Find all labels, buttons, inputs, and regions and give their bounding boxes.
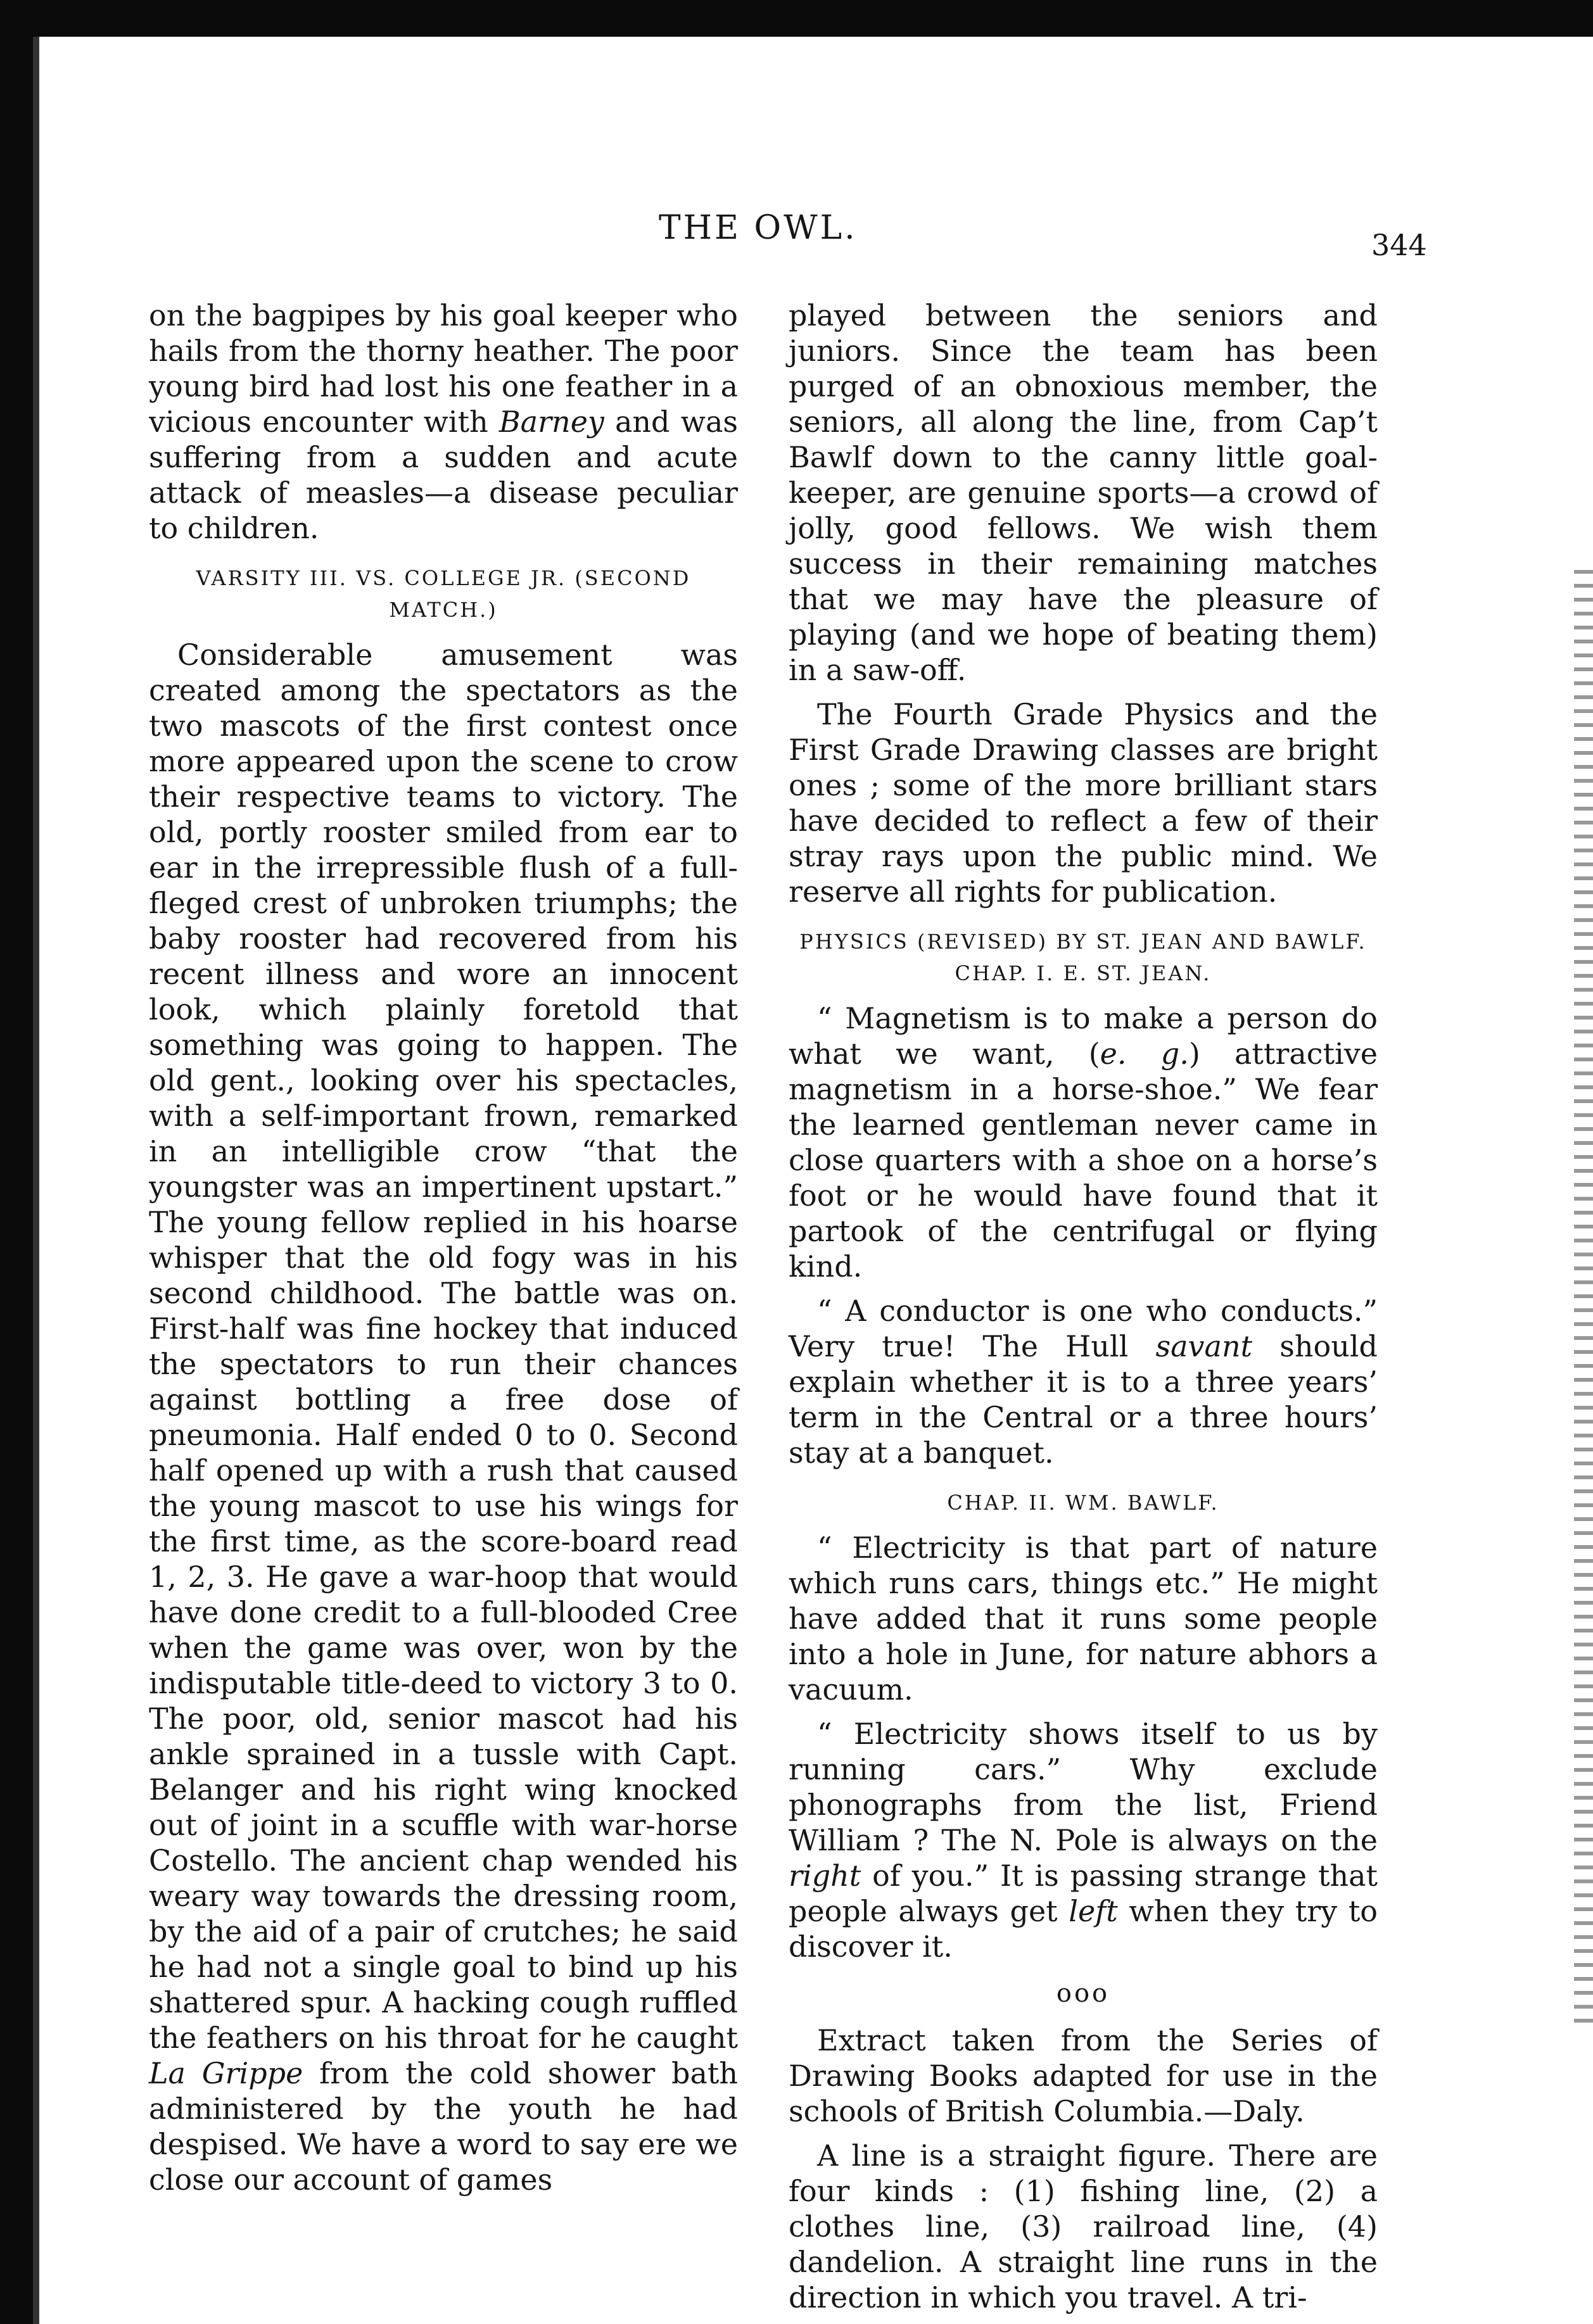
scan-binding-edge bbox=[0, 37, 33, 2324]
right-column bbox=[789, 298, 1378, 2324]
paragraph: Considerable amusement was created among the spectators as the two mascots of the first contest once more appeared upon the scene to crow their respective teams to victory. The old, portly rooster smiled from ear to ear in the irrepressible flush of a full-fleged crest of unbroken triumphs; the baby rooster had recovered from his recent illness and wore an innocent look, which plainly foretold that something was going to happen. The old gent., looking over his spectacles, with a self-important frown, remarked in an intelligible crow “that the youngster was an impertinent upstart.” The young fellow replied in his hoarse whisper that the old fogy was in his second childhood. The battle was on. First-half was fine hockey that induced the spectators to run their chances against bottling a free dose of pneumonia. Half ended 0 to 0. Second half opened up with a rush that caused the young mascot to use his wings for the first time, as the score-board read 1, 2, 3. He gave a war-hoop that would have done credit to a full-blooded Cree when the game was over, won by the indisputable title-deed to victory 3 to 0. The poor, old, senior mascot had his ankle sprained in a tussle with Capt. Belanger and his right wing knocked out of joint in a scuffle with war-horse Costello. The ancient chap wended his weary way towards the dressing room, by the aid of a pair of crutches; he said he had not a single goal to bind up his shattered spur. A hacking cough ruffled the feathers on his throat for he caught La Grippe from the cold shower bath administered by the youth he had despised. We have a word to say ere we close our account of games bbox=[149, 638, 739, 2197]
paragraph: “ Electricity is that part of nature which runs cars, things etc.” He might have added that it runs some people into a hole in June, for nature abhors a vacuum. bbox=[789, 1531, 1378, 1707]
section-heading: VARSITY III. VS. COLLEGE JR. (SECOND MATCH.) bbox=[196, 566, 691, 622]
paragraph: The Fourth Grade Physics and the First Grade Drawing classes are bright ones ; some of the more brilliant stars have decided to reflect a few of their stray rays upon the public mind. We reserve all rights for publication. bbox=[789, 697, 1378, 909]
section-heading: PHYSICS (REVISED) BY ST. JEAN AND BAWLF. CHAP. I. E. ST. JEAN. bbox=[799, 930, 1367, 985]
paragraph: “ Magnetism is to make a person do what we want, (e. g.) attractive magnetism in a horse-shoe.” We fear the learned gentleman never came in close quarters with a shoe on a horse’s foot or he would have found that it partook of the centrifugal or flying kind. bbox=[789, 1001, 1378, 1284]
scan-top-border bbox=[0, 0, 1593, 37]
paragraph: “ A conductor is one who conducts.” Very true! The Hull savant should explain whether it is to a three years’ term in the Central or a three hours’ stay at a banquet. bbox=[789, 1294, 1378, 1470]
paragraph: A line is a straight figure. There are four kinds : (1) fishing line, (2) a clothes line, (3) railroad line, (4) dandelion. A straight line runs in the direction in which you travel. A tri- bbox=[789, 2138, 1378, 2315]
running-head: THE OWL. bbox=[659, 209, 858, 247]
paragraph: Extract taken from the Series of Drawing Books adapted for use in the schools of British Columbia.—Daly. bbox=[789, 2023, 1378, 2128]
paragraph: on the bagpipes by his goal keeper who hails from the thorny heather. The poor young bird had lost his one feather in a vicious encounter with Barney and was suffering from a sudden and acute attack of measles—a disease peculiar to children. bbox=[149, 298, 738, 545]
paragraph: “ Electricity shows itself to us by running cars.” Why exclude phonographs from the list, Friend William ? The N. Pole is always on the right of you.” It is passing strange that people always get left when they try to discover it. bbox=[789, 1717, 1378, 1964]
scan-right-edge-noise bbox=[1574, 570, 1593, 2026]
paragraph: played between the seniors and juniors. Since the team has been purged of an obnoxious member, the seniors, all along the line, from Cap’t Bawlf down to the canny little goal-keeper, are genuine sports—a crowd of jolly, good fellows. We wish them success in their remaining matches that we may have the pleasure of playing (and we hope of beating them) in a saw-off. bbox=[789, 298, 1378, 687]
page-number: 344 bbox=[1371, 228, 1427, 262]
section-heading: CHAP. II. WM. BAWLF. bbox=[947, 1491, 1219, 1515]
section-divider: ooo bbox=[1056, 1979, 1110, 2008]
left-column bbox=[149, 298, 738, 2206]
